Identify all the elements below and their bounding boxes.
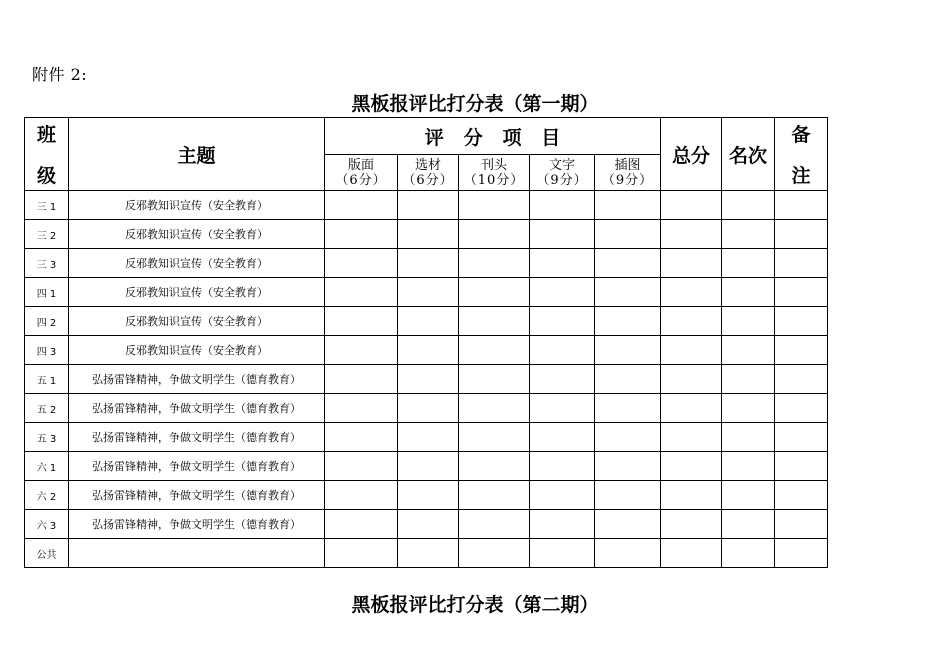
table-row xyxy=(25,220,828,249)
material-score-cell[interactable] xyxy=(398,220,459,249)
material-score-cell[interactable] xyxy=(398,452,459,481)
theme-cell: 弘扬雷锋精神，争做文明学生（德育教育） xyxy=(69,481,325,510)
table-title-period-2: 黑板报评比打分表（第二期） xyxy=(351,594,599,616)
text-score-cell[interactable] xyxy=(530,452,595,481)
theme-cell: 弘扬雷锋精神，争做文明学生（德育教育） xyxy=(69,365,325,394)
illustration-score-cell[interactable] xyxy=(595,394,661,423)
class-cell: 五 1 xyxy=(25,365,69,394)
masthead-score-cell[interactable] xyxy=(459,220,530,249)
remarks-cell[interactable] xyxy=(775,510,828,539)
material-score-cell[interactable] xyxy=(398,336,459,365)
layout-score-cell[interactable] xyxy=(325,307,398,336)
score-table xyxy=(24,117,828,568)
table-row xyxy=(25,481,828,510)
class-cell: 三 2 xyxy=(25,220,69,249)
rank-cell[interactable] xyxy=(722,278,775,307)
table-row xyxy=(25,278,828,307)
class-cell: 六 2 xyxy=(25,481,69,510)
total-cell[interactable] xyxy=(661,394,722,423)
layout-score-cell[interactable] xyxy=(325,365,398,394)
table-row xyxy=(25,365,828,394)
masthead-score-cell[interactable] xyxy=(459,481,530,510)
material-score-cell[interactable] xyxy=(398,191,459,220)
text-score-cell[interactable] xyxy=(530,307,595,336)
rank-cell[interactable] xyxy=(722,481,775,510)
total-cell[interactable] xyxy=(661,278,722,307)
material-score-cell[interactable] xyxy=(398,539,459,568)
material-score-cell[interactable] xyxy=(398,249,459,278)
criterion-masthead: 刊头 （10分） xyxy=(459,155,530,191)
class-cell: 六 3 xyxy=(25,510,69,539)
total-cell[interactable] xyxy=(661,336,722,365)
rank-cell[interactable] xyxy=(722,423,775,452)
layout-score-cell[interactable] xyxy=(325,191,398,220)
rank-cell[interactable] xyxy=(722,510,775,539)
remarks-cell[interactable] xyxy=(775,191,828,220)
criterion-illustration: 插图 （9分） xyxy=(595,155,661,191)
remarks-cell[interactable] xyxy=(775,365,828,394)
illustration-score-cell[interactable] xyxy=(595,278,661,307)
class-cell: 六 1 xyxy=(25,452,69,481)
class-cell: 四 3 xyxy=(25,336,69,365)
attachment-label: 附件 2: xyxy=(32,65,88,84)
total-cell[interactable] xyxy=(661,539,722,568)
text-score-cell[interactable] xyxy=(530,336,595,365)
illustration-score-cell[interactable] xyxy=(595,307,661,336)
remarks-cell[interactable] xyxy=(775,249,828,278)
class-cell: 五 2 xyxy=(25,394,69,423)
material-score-cell[interactable] xyxy=(398,481,459,510)
theme-cell: 弘扬雷锋精神，争做文明学生（德育教育） xyxy=(69,423,325,452)
layout-score-cell[interactable] xyxy=(325,220,398,249)
total-cell[interactable] xyxy=(661,220,722,249)
total-cell[interactable] xyxy=(661,307,722,336)
text-score-cell[interactable] xyxy=(530,278,595,307)
text-score-cell[interactable] xyxy=(530,423,595,452)
text-score-cell[interactable] xyxy=(530,220,595,249)
text-score-cell[interactable] xyxy=(530,510,595,539)
criterion-material: 选材 （6分） xyxy=(398,155,459,191)
table-row xyxy=(25,423,828,452)
masthead-score-cell[interactable] xyxy=(459,539,530,568)
remarks-cell[interactable] xyxy=(775,278,828,307)
masthead-score-cell[interactable] xyxy=(459,394,530,423)
rank-cell[interactable] xyxy=(722,220,775,249)
theme-cell: 反邪教知识宣传（安全教育） xyxy=(69,278,325,307)
text-score-cell[interactable] xyxy=(530,365,595,394)
masthead-score-cell[interactable] xyxy=(459,307,530,336)
theme-cell xyxy=(69,539,325,568)
remarks-cell[interactable] xyxy=(775,220,828,249)
table-row xyxy=(25,191,828,220)
illustration-score-cell[interactable] xyxy=(595,249,661,278)
material-score-cell[interactable] xyxy=(398,510,459,539)
total-cell[interactable] xyxy=(661,423,722,452)
text-score-cell[interactable] xyxy=(530,394,595,423)
illustration-score-cell[interactable] xyxy=(595,336,661,365)
masthead-score-cell[interactable] xyxy=(459,452,530,481)
text-score-cell[interactable] xyxy=(530,249,595,278)
material-score-cell[interactable] xyxy=(398,278,459,307)
illustration-score-cell[interactable] xyxy=(595,423,661,452)
remarks-cell[interactable] xyxy=(775,481,828,510)
remarks-cell[interactable] xyxy=(775,394,828,423)
rank-cell[interactable] xyxy=(722,539,775,568)
rank-column-header: 名次 xyxy=(722,118,775,191)
table-row xyxy=(25,539,828,568)
table-row xyxy=(25,249,828,278)
remarks-cell[interactable] xyxy=(775,423,828,452)
table-row xyxy=(25,307,828,336)
layout-score-cell[interactable] xyxy=(325,394,398,423)
layout-score-cell[interactable] xyxy=(325,539,398,568)
theme-cell: 弘扬雷锋精神，争做文明学生（德育教育） xyxy=(69,510,325,539)
masthead-score-cell[interactable] xyxy=(459,336,530,365)
remarks-column-header: 备 注 xyxy=(775,118,828,191)
class-cell: 四 1 xyxy=(25,278,69,307)
criterion-text: 文字 （9分） xyxy=(530,155,595,191)
header-row xyxy=(25,118,828,155)
class-cell: 四 2 xyxy=(25,307,69,336)
masthead-score-cell[interactable] xyxy=(459,278,530,307)
material-score-cell[interactable] xyxy=(398,365,459,394)
total-cell[interactable] xyxy=(661,249,722,278)
table-title-period-1: 黑板报评比打分表（第一期） xyxy=(351,93,599,115)
illustration-score-cell[interactable] xyxy=(595,365,661,394)
layout-score-cell[interactable] xyxy=(325,278,398,307)
theme-cell: 反邪教知识宣传（安全教育） xyxy=(69,249,325,278)
total-cell[interactable] xyxy=(661,191,722,220)
theme-cell: 弘扬雷锋精神，争做文明学生（德育教育） xyxy=(69,394,325,423)
text-score-cell[interactable] xyxy=(530,481,595,510)
masthead-score-cell[interactable] xyxy=(459,510,530,539)
total-cell[interactable] xyxy=(661,365,722,394)
layout-score-cell[interactable] xyxy=(325,423,398,452)
criterion-layout: 版面 （6分） xyxy=(325,155,398,191)
rank-cell[interactable] xyxy=(722,336,775,365)
text-score-cell[interactable] xyxy=(530,191,595,220)
illustration-score-cell[interactable] xyxy=(595,452,661,481)
illustration-score-cell[interactable] xyxy=(595,220,661,249)
total-column-header: 总分 xyxy=(661,118,722,191)
layout-score-cell[interactable] xyxy=(325,481,398,510)
class-cell: 五 3 xyxy=(25,423,69,452)
remarks-cell[interactable] xyxy=(775,307,828,336)
total-cell[interactable] xyxy=(661,481,722,510)
theme-cell: 反邪教知识宣传（安全教育） xyxy=(69,191,325,220)
layout-score-cell[interactable] xyxy=(325,336,398,365)
rank-cell[interactable] xyxy=(722,307,775,336)
class-cell: 公共 xyxy=(25,539,69,568)
score-items-header: 评 分 项 目 xyxy=(325,118,661,155)
rank-cell[interactable] xyxy=(722,394,775,423)
table-row xyxy=(25,336,828,365)
masthead-score-cell[interactable] xyxy=(459,423,530,452)
text-score-cell[interactable] xyxy=(530,539,595,568)
remarks-cell[interactable] xyxy=(775,452,828,481)
remarks-cell[interactable] xyxy=(775,336,828,365)
total-cell[interactable] xyxy=(661,510,722,539)
illustration-score-cell[interactable] xyxy=(595,191,661,220)
rank-cell[interactable] xyxy=(722,365,775,394)
illustration-score-cell[interactable] xyxy=(595,510,661,539)
rank-cell[interactable] xyxy=(722,249,775,278)
remarks-cell[interactable] xyxy=(775,539,828,568)
table-row xyxy=(25,510,828,539)
material-score-cell[interactable] xyxy=(398,307,459,336)
theme-cell: 弘扬雷锋精神，争做文明学生（德育教育） xyxy=(69,452,325,481)
table-row xyxy=(25,394,828,423)
layout-score-cell[interactable] xyxy=(325,249,398,278)
theme-cell: 反邪教知识宣传（安全教育） xyxy=(69,336,325,365)
class-cell: 三 3 xyxy=(25,249,69,278)
masthead-score-cell[interactable] xyxy=(459,249,530,278)
table-row xyxy=(25,452,828,481)
layout-score-cell[interactable] xyxy=(325,510,398,539)
class-column-header: 班 级 xyxy=(25,118,69,191)
rank-cell[interactable] xyxy=(722,191,775,220)
masthead-score-cell[interactable] xyxy=(459,365,530,394)
total-cell[interactable] xyxy=(661,452,722,481)
material-score-cell[interactable] xyxy=(398,394,459,423)
masthead-score-cell[interactable] xyxy=(459,191,530,220)
layout-score-cell[interactable] xyxy=(325,452,398,481)
theme-cell: 反邪教知识宣传（安全教育） xyxy=(69,307,325,336)
class-cell: 三 1 xyxy=(25,191,69,220)
rank-cell[interactable] xyxy=(722,452,775,481)
material-score-cell[interactable] xyxy=(398,423,459,452)
illustration-score-cell[interactable] xyxy=(595,481,661,510)
illustration-score-cell[interactable] xyxy=(595,539,661,568)
theme-column-header: 主题 xyxy=(69,118,325,191)
theme-cell: 反邪教知识宣传（安全教育） xyxy=(69,220,325,249)
